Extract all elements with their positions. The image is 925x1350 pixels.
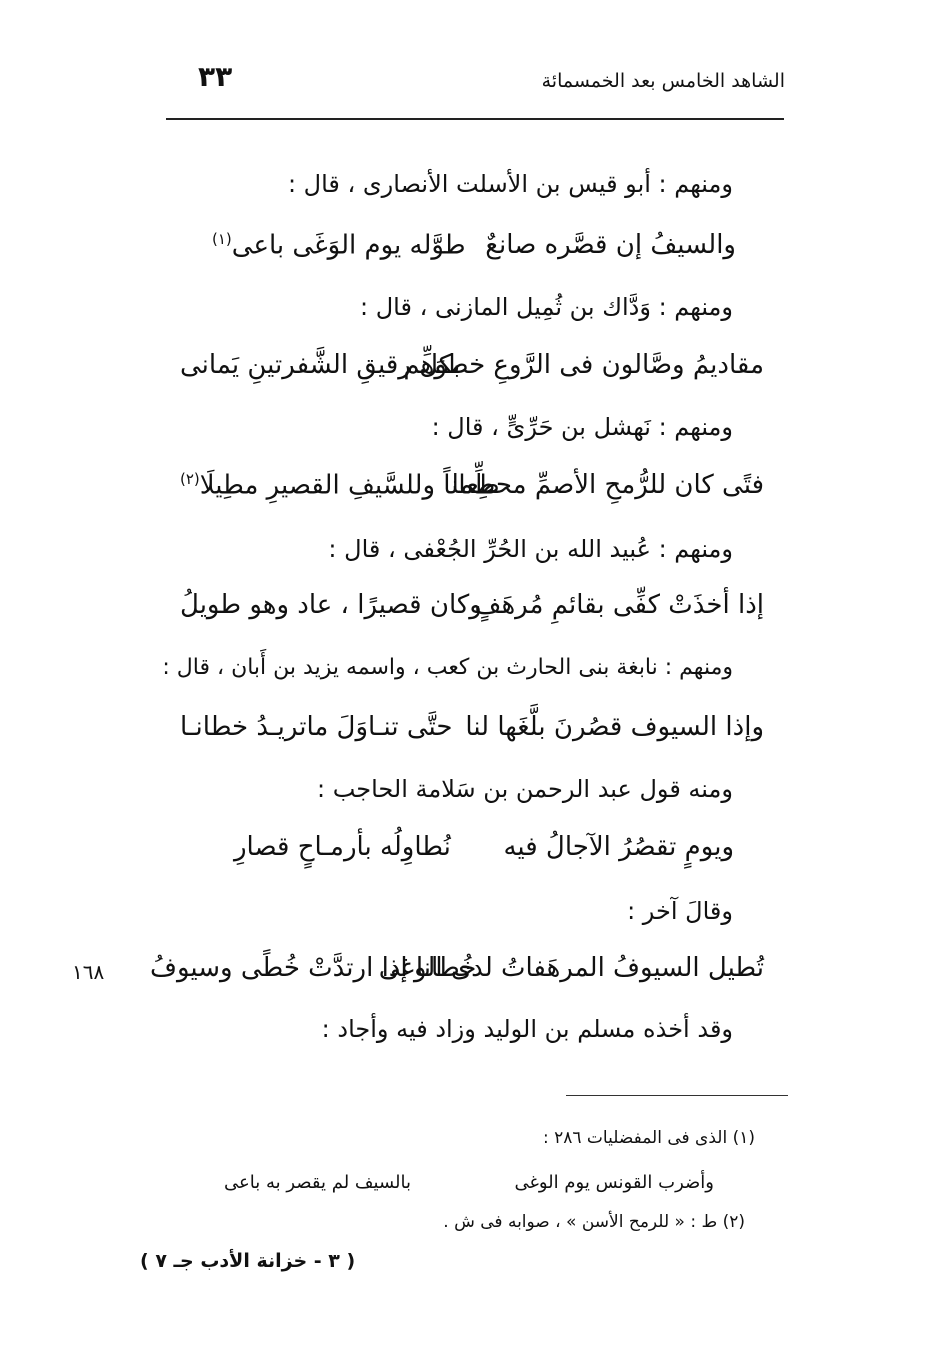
intro-line: ومنهم : وَدَّاك بن ثُمِيل المازنى ، قال :	[360, 293, 733, 321]
header-rule	[166, 118, 784, 120]
footnote-ref: (٢)	[180, 470, 200, 488]
verse	[212, 230, 736, 270]
verse	[180, 712, 764, 752]
page-number: ٣٣	[198, 60, 233, 93]
verse-second-hemistich	[212, 230, 466, 261]
verse	[180, 350, 764, 390]
line-marker: ١٦٨	[72, 960, 105, 984]
verse-second-hemistich	[180, 470, 500, 501]
printer-signature: ( ٣ - خزانة الأدب جـ ٧ )	[140, 1250, 356, 1272]
verse-first-hemistich: وإذا السيوف قصُرنَ بلَّغَها لنا	[465, 712, 764, 742]
footnote-ref: (١)	[212, 230, 232, 248]
verse-second-hemistich: نُطاوِلُه بأرمـاحٍ قصارِ	[234, 832, 451, 862]
verse-second-hemistich: خُطانا إذا ارتدَّتْ خُطًى وسيوفُ	[150, 953, 477, 983]
verse-first-hemistich: تُطيل السيوفُ المرهَفاتُ لدى الوغى	[378, 953, 764, 983]
intro-line: ومنه قول عبد الرحمن بن سَلامة الحاجب :	[316, 775, 733, 803]
verse	[234, 832, 734, 872]
intro-line: وقد أخذه مسلم بن الوليد وزاد فيه وأجاد :	[321, 1015, 733, 1043]
footnote-2: (٢) ط : « للرمح الأسن » ، صوابه فى ش .	[443, 1212, 745, 1232]
footnote-rule	[566, 1095, 788, 1096]
running-header-title: الشاهد الخامس بعد الخمسمائة	[541, 70, 785, 92]
verse-second-hemistich: بكلِّ رقيقِ الشَّفرتينِ يَمانى	[180, 350, 461, 380]
intro-line: ومنهم : عُبيد الله بن الحُرِّ الجُعْفى ، قال :	[328, 535, 733, 563]
footnote-verse-second-hemistich: بالسيف لم يقصر به باعى	[224, 1172, 412, 1193]
intro-line: ومنهم : نَهشل بن حَرِّىٍّ ، قال :	[431, 413, 733, 441]
verse-first-hemistich: ويومٍ تقصُرُ الآجالُ فيه	[503, 832, 734, 862]
verse-first-hemistich: مقاديمُ وصَّالون فى الرَّوعِ خطوَهم	[403, 350, 764, 380]
verse-first-hemistich: والسيفُ إن قصَّره صانعٌ	[485, 230, 736, 260]
footnote-1-label: (١) الذى فى المفضليات ٢٨٦ :	[542, 1128, 755, 1148]
verse	[180, 470, 764, 510]
verse	[150, 953, 764, 993]
footnote-verse-first-hemistich: وأضرب القونس يوم الوغى	[514, 1172, 714, 1193]
verse-second-hemistich: حتَّى تنـاوَلَ ماتريـدُ خطانـا	[180, 712, 453, 742]
intro-line: ومنهم : نابغة بنى الحارث بن كعب ، واسمه يزيد بن أَبان ، قال :	[162, 655, 733, 680]
verse-first-hemistich: فتًى كان للرُّمحِ الأصمِّ محطِّما	[451, 470, 764, 500]
verse-second-text: طِعاناً وللسَّيفِ القصيرِ مطِيلَا	[199, 470, 500, 501]
verse-second-hemistich: وكان قصيرًا ، عاد وهو طويلُ	[180, 590, 482, 620]
footnote-1-verse	[224, 1172, 714, 1202]
intro-line: ومنهم : أبو قيس بن الأسلت الأنصارى ، قال :	[287, 170, 733, 198]
verse	[180, 590, 764, 630]
verse-second-text: طوَّله يوم الوَغَى باعى	[231, 230, 466, 261]
intro-line: وقالَ آخر :	[627, 897, 733, 925]
verse-first-hemistich: إذا أخذَتْ كفِّى بقائمِ مُرهَفٍ	[474, 590, 764, 620]
